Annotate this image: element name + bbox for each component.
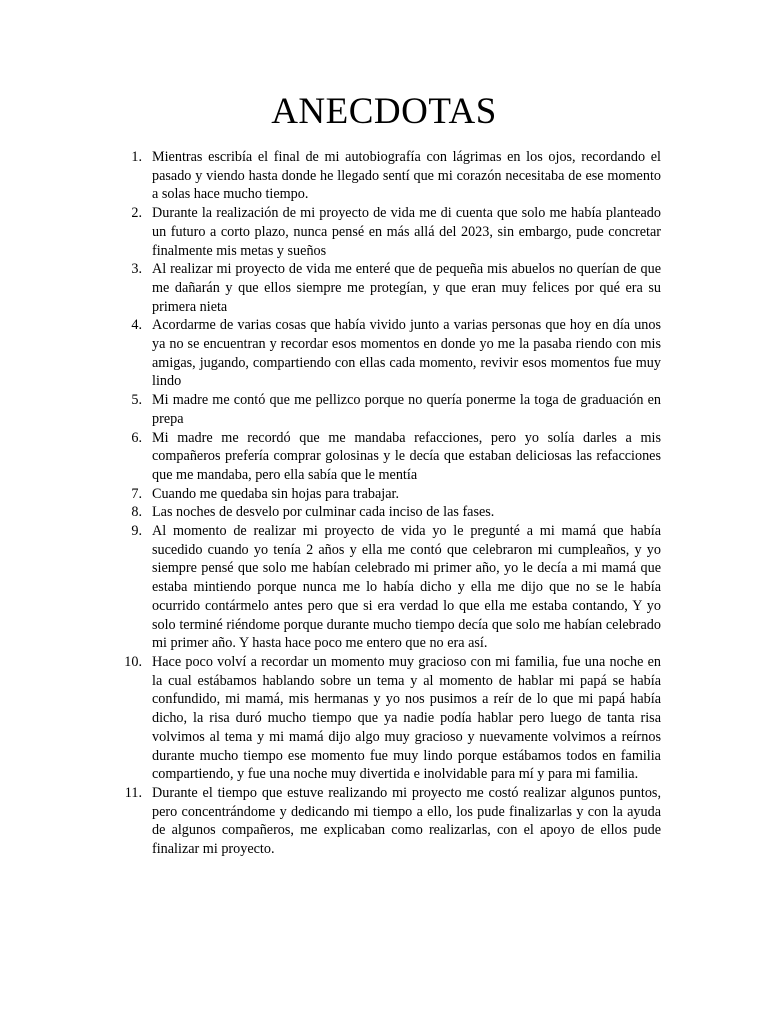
list-item-number: 7.: [131, 485, 142, 502]
list-item-number: 5.: [131, 392, 142, 409]
list-item-text: Durante la realización de mi proyecto de vida me di cuenta que solo me había planteado un futuro a corto plazo, nunca pensé en más allá del 2023, sin embargo, pude concretar finalmente mis metas y sueños: [152, 205, 661, 259]
list-item: [0, 429, 661, 485]
list-item-text: Mi madre me contó que me pellizco porque no quería ponerme la toga de graduación en prepa: [152, 392, 661, 427]
list-item-text: Al realizar mi proyecto de vida me enteré que de pequeña mis abuelos no querían de que me dañarán y que ellos siempre me protegían, y que eran muy felices por qué era su primera nieta: [152, 261, 661, 315]
list-item: [0, 316, 661, 391]
list-item: [0, 391, 661, 428]
list-item: [0, 522, 661, 653]
list-item-number: 9.: [131, 523, 142, 540]
list-item-text: Acordarme de varias cosas que había vivido junto a varias personas que hoy en día unos ya no se encuentran y recordar esos momentos en donde yo me la pasaba riendo con mis amigas, jugando, compartiendo con ellas cada momento, revivir esos momentos fue muy lindo: [152, 317, 661, 390]
list-item: [0, 148, 661, 204]
anecdote-list: [0, 148, 768, 859]
list-item: [0, 260, 661, 316]
list-item: [0, 204, 661, 260]
list-item: [0, 503, 661, 522]
document-title: ANECDOTAS: [271, 91, 497, 132]
list-item-text: Mi madre me recordó que me mandaba refacciones, pero yo solía darles a mis compañeros prefería comprar golosinas y le decía que estaban deliciosas las refacciones que me mandaba, pero ella sabía que le mentía: [152, 429, 661, 483]
list-item-text: Hace poco volví a recordar un momento muy gracioso con mi familia, fue una noche en la cual estábamos hablando sobre un tema y al momento de hablar mi papá se había confundido, mi mamá, mis hermanas y yo nos pusimos a reír de lo que mi papá había dicho, la risa duró mucho tiempo que ya nadie podía hablar pero luego de tanta risa volvimos al tema y mi mamá dijo algo muy gracioso y nuevamente volvimos a reírnos durante mucho tiempo ese momento fue muy lindo porque estábamos todos en familia compartiendo, y fue una noche muy divertida e inolvidable para mí y para mi familia.: [152, 653, 661, 783]
list-item-number: 3.: [131, 261, 142, 278]
list-item-number: 2.: [131, 205, 142, 222]
list-item-text: Mientras escribía el final de mi autobiografía con lágrimas en los ojos, recordando el pasado y viendo hasta donde he llegado sentí que mi corazón necesitaba de ese momento a solas hace mucho tiempo.: [152, 149, 661, 203]
list-item-number: 10.: [124, 653, 142, 670]
list-item-number: 4.: [131, 317, 142, 334]
list-item: [0, 485, 661, 504]
list-item-number: 11.: [124, 784, 142, 801]
list-item-number: 8.: [131, 504, 142, 521]
list-item: [0, 653, 661, 784]
list-item-number: 6.: [131, 429, 142, 446]
list-item-text: Al momento de realizar mi proyecto de vida yo le pregunté a mi mamá que había sucedido cuando yo tenía 2 años y ella me contó que celebraron mi cumpleaños, y yo siempre pensé que solo me habían celebrado mi primer año, yo le decía a mi mamá que estaba mintiendo porque nunca me lo había dicho y ella me dijo que no se le había ocurrido contármelo antes pero que si era verdad lo que ella me estaba contando, Y yo solo terminé riéndome porque durante mucho tiempo decía que solo me habían celebrado mi primer año. Y hasta hace poco me entero que no era así.: [152, 523, 661, 652]
list-item-text: Cuando me quedaba sin hojas para trabajar.: [152, 485, 400, 502]
list-item: [0, 784, 661, 859]
list-item-number: 1.: [131, 149, 142, 165]
list-item-text: Las noches de desvelo por culminar cada inciso de las fases.: [152, 504, 495, 521]
list-item-text: Durante el tiempo que estuve realizando mi proyecto me costó realizar algunos puntos, pero concentrándome y dedicando mi tiempo a ello, los pude finalizarlas y con la ayuda de algunos compañeros, me explicaban como realizarlas, con el apoyo de ellos pude finalizar mi proyecto.: [152, 784, 661, 858]
